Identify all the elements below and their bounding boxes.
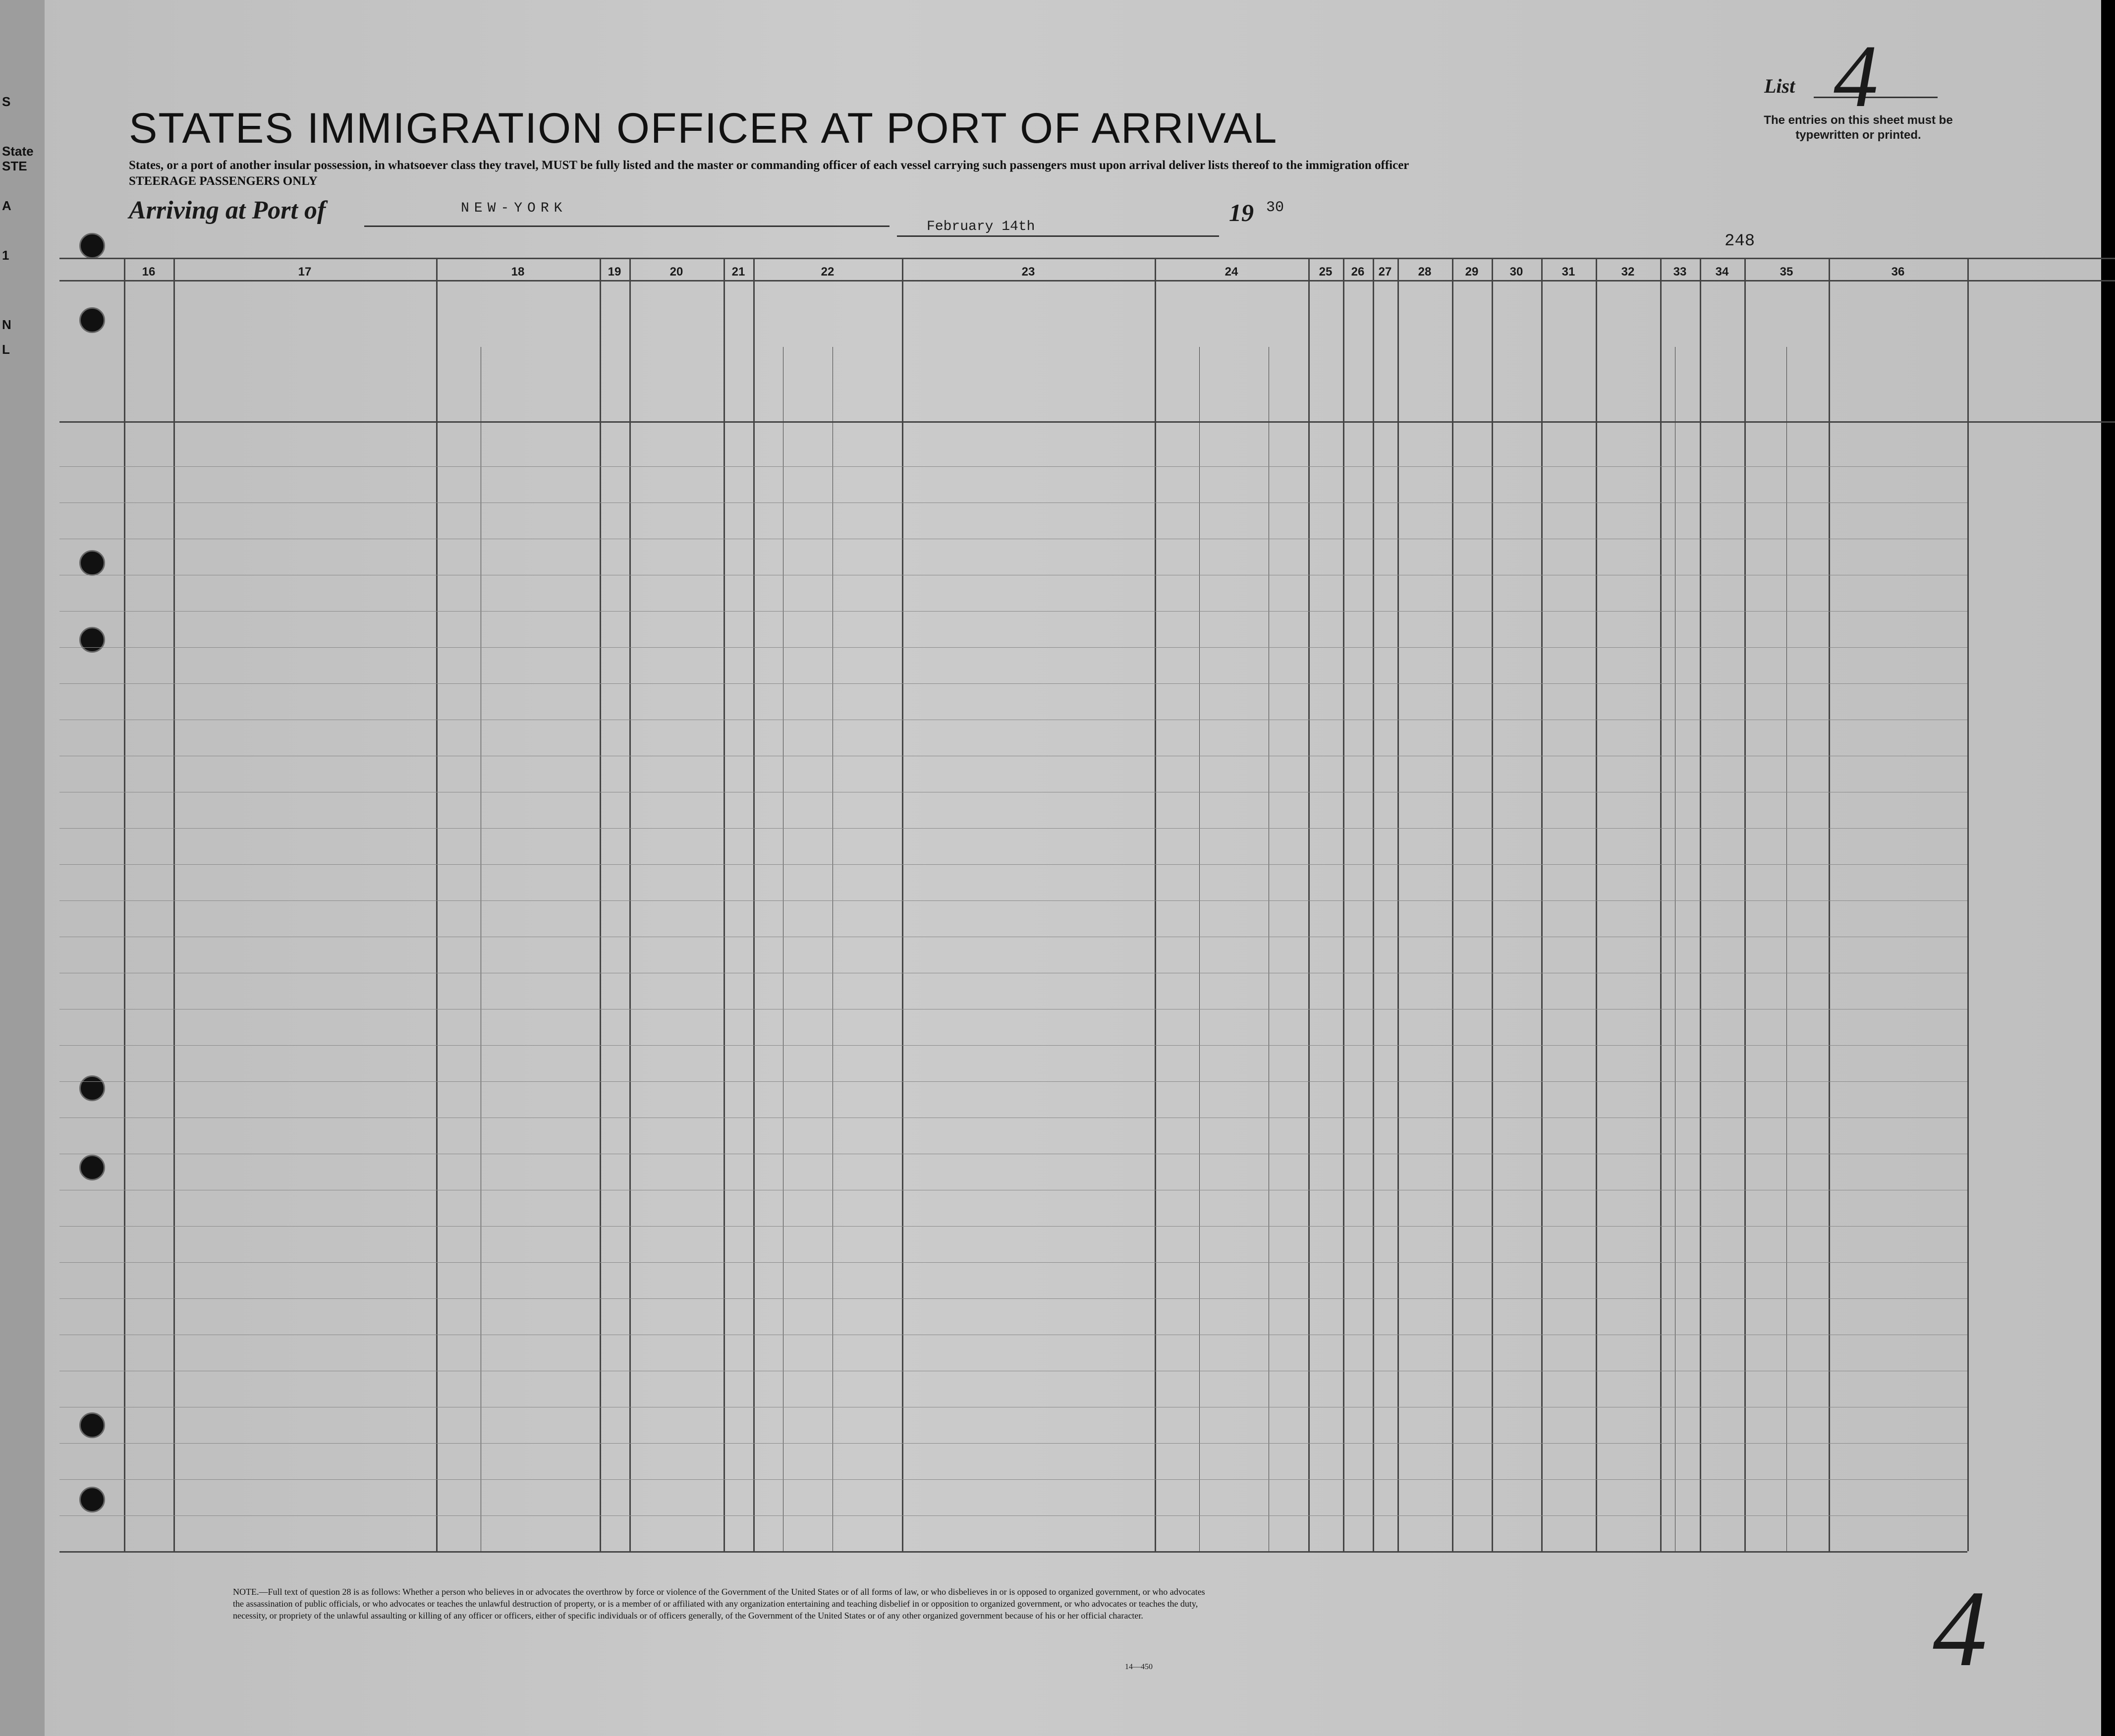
column-rule bbox=[1660, 258, 1662, 1551]
row-rule bbox=[59, 1515, 1967, 1516]
strip-letter: N bbox=[2, 317, 11, 332]
binder-hole bbox=[79, 550, 105, 576]
row-rule bbox=[59, 466, 1967, 467]
column-rule bbox=[902, 258, 903, 1551]
row-rule bbox=[59, 1479, 1967, 1480]
column-rule bbox=[1492, 258, 1493, 1551]
typewritten-note: The entries on this sheet must be typewritten or printed. bbox=[1764, 113, 1953, 142]
column-rule bbox=[1744, 258, 1746, 1551]
column-rule bbox=[1343, 258, 1344, 1551]
manifest-sheet bbox=[45, 0, 2101, 1736]
column-rule bbox=[436, 258, 438, 1551]
header-feet bbox=[1661, 382, 1674, 416]
row-rule bbox=[59, 611, 1967, 612]
corner-page-number: 4 bbox=[1933, 1568, 1987, 1689]
header-anarchist bbox=[1375, 297, 1396, 416]
column-number: 25 bbox=[1319, 265, 1333, 279]
page-title: STATES IMMIGRATION OFFICER AT PORT OF ARRIVAL bbox=[129, 105, 1278, 152]
row-rule bbox=[59, 1226, 1967, 1227]
row-rule bbox=[59, 683, 1967, 684]
header-ticket bbox=[602, 297, 629, 416]
row-rule bbox=[59, 828, 1967, 829]
column-rule bbox=[173, 258, 175, 1551]
column-rule bbox=[1155, 258, 1156, 1551]
column-number: 29 bbox=[1465, 265, 1479, 279]
column-number: 28 bbox=[1418, 265, 1432, 279]
header-rule-mid bbox=[59, 280, 2115, 281]
subtitle-line-2: STEERAGE PASSENGERS ONLY bbox=[129, 174, 318, 188]
column-number: 22 bbox=[821, 265, 835, 279]
date-value: February 14th bbox=[927, 219, 1035, 234]
header-inches bbox=[1677, 382, 1697, 416]
arrival-label: Arriving at Port of bbox=[129, 196, 326, 224]
header-offer bbox=[1454, 297, 1490, 416]
column-number: 34 bbox=[1715, 265, 1729, 279]
header-return bbox=[1160, 307, 1199, 416]
column-rule bbox=[629, 258, 631, 1551]
column-number: 21 bbox=[731, 265, 745, 279]
strip-letter: STE bbox=[2, 159, 27, 173]
header-money bbox=[726, 297, 753, 416]
page-subtitle bbox=[129, 158, 1665, 189]
row-rule bbox=[59, 1045, 1967, 1046]
binder-hole bbox=[79, 233, 105, 259]
column-number: 24 bbox=[1224, 265, 1238, 279]
column-number: 26 bbox=[1351, 265, 1365, 279]
port-value: NEW-YORK bbox=[461, 201, 567, 216]
column-number: 16 bbox=[142, 265, 156, 279]
header-deported bbox=[1494, 297, 1539, 416]
row-rule bbox=[59, 1298, 1967, 1299]
header-overthrow bbox=[1400, 297, 1449, 416]
column-rule bbox=[1700, 258, 1701, 1551]
column-rule bbox=[1308, 258, 1310, 1551]
column-number: 18 bbox=[511, 265, 525, 279]
row-rule bbox=[59, 1443, 1967, 1444]
row-rule bbox=[59, 1262, 1967, 1263]
column-rule bbox=[1967, 258, 1969, 1551]
binder-hole bbox=[79, 1075, 105, 1101]
binder-hole bbox=[79, 1412, 105, 1438]
column-number: 17 bbox=[298, 265, 312, 279]
column-number: 30 bbox=[1509, 265, 1523, 279]
column-rule bbox=[124, 258, 125, 1551]
subtitle-line: States, or a port of another insular possession, in whatsoever class they travel, MUST be fully listed and the master or commanding officer of each vessel carrying such passengers must upon arrival deliver lists thereof to the immigration officer bbox=[129, 159, 1409, 172]
header-citizen bbox=[1274, 307, 1306, 416]
year-suffix: 30 bbox=[1266, 199, 1284, 216]
list-number: 4 bbox=[1834, 27, 1878, 125]
column-number: 36 bbox=[1891, 265, 1905, 279]
column-rule bbox=[724, 258, 725, 1551]
binder-hole bbox=[79, 1487, 105, 1512]
sheet-number: 248 bbox=[1725, 232, 1755, 251]
column-number: 23 bbox=[1021, 265, 1035, 279]
row-rule bbox=[59, 1081, 1967, 1082]
header-length bbox=[1204, 307, 1244, 416]
column-rule bbox=[1397, 258, 1399, 1551]
binder-hole bbox=[79, 627, 105, 653]
column-rule bbox=[753, 258, 755, 1551]
column-rule bbox=[1829, 258, 1830, 1551]
column-number: 20 bbox=[669, 265, 683, 279]
table-bottom-rule bbox=[59, 1551, 1967, 1553]
header-rule-bottom bbox=[59, 421, 2115, 423]
column-number: 27 bbox=[1378, 265, 1392, 279]
column-number: 33 bbox=[1673, 265, 1687, 279]
row-rule bbox=[59, 900, 1967, 901]
header-rule-top bbox=[59, 258, 2115, 259]
column-number: 35 bbox=[1780, 265, 1793, 279]
strip-letter: 1 bbox=[2, 248, 9, 263]
row-rule bbox=[59, 647, 1967, 648]
column-rule bbox=[1452, 258, 1453, 1551]
footnote: NOTE.—Full text of question 28 is as follows: Whether a person who believes in or advocates the overthrow by force or violence of the Government of the United States or of all forms of law, or who disbelieves in or is opposed to organized government, or who advocates the assassination of public officials, or who advocates or teaches the unlawful destruction of property, or is a member of or affiliated with any organization entertaining and teaching disbelief in or opposition to organized government, or who advocates or teaches the duty, necessity, or propriety of the unlawful assaulting or killing of any officer or officers, either of specific individuals or of officers generally, of the Government of the United States or of any other organized government because of his or her official character. bbox=[233, 1587, 1205, 1621]
strip-letter: S bbox=[2, 94, 11, 109]
strip-letter: A bbox=[2, 198, 11, 213]
row-rule bbox=[59, 864, 1967, 865]
column-rule bbox=[600, 258, 601, 1551]
list-label: List bbox=[1764, 75, 1795, 97]
column-number: 19 bbox=[608, 265, 621, 279]
binder-hole bbox=[79, 1155, 105, 1180]
column-number: 31 bbox=[1561, 265, 1575, 279]
column-rule bbox=[1541, 258, 1543, 1551]
column-number: 32 bbox=[1621, 265, 1635, 279]
column-rule bbox=[1596, 258, 1597, 1551]
strip-letter: L bbox=[2, 342, 10, 357]
column-rule bbox=[1373, 258, 1374, 1551]
header-prison bbox=[1311, 297, 1341, 416]
strip-letter: State bbox=[2, 144, 34, 159]
year-prefix: 19 bbox=[1229, 199, 1254, 226]
binder-hole bbox=[79, 307, 105, 333]
header-polygamist bbox=[1345, 297, 1370, 416]
form-number: 14—450 bbox=[1125, 1663, 1153, 1671]
